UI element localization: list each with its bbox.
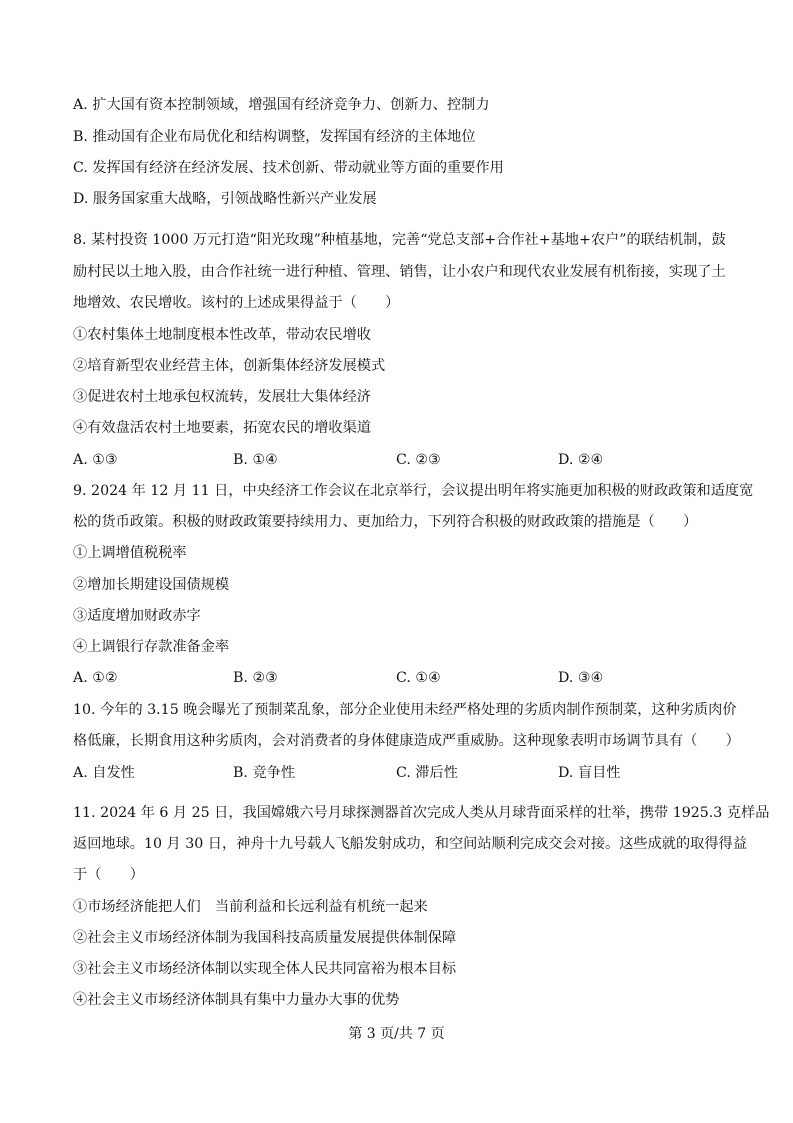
q8-option-c: C. ②③ <box>396 452 441 468</box>
q9-option-d: D. ③④ <box>558 670 604 686</box>
q10-stem-line: 格低廉，长期食用这种劣质肉，会对消费者的身体健康造成严重威胁。这种现象表明市场调节具有（ ） <box>73 733 740 749</box>
q8-item: ③促进农村土地承包权流转，发展壮大集体经济 <box>73 389 371 405</box>
q8-stem-line: 8. 某村投资 1000 万元打造“阳光玫瑰”种植基地，完善“党总支部+合作社+基地+农户”的联结机制，鼓 <box>73 232 726 248</box>
q7-option-a: A. 扩大国有资本控制领域，增强国有经济竞争力、创新力、控制力 <box>73 97 490 113</box>
page-number: 第 3 页/共 7 页 <box>348 1026 445 1042</box>
q11-stem-line: 11. 2024 年 6 月 25 日，我国嫦娥六号月球探测器首次完成人类从月球背面采样的壮举，携带 1925.3 克样品 <box>73 805 770 821</box>
q10-stem-line: 10. 今年的 3.15 晚会曝光了预制菜乱象，部分企业使用未经严格处理的劣质肉制作预制菜，这种劣质肉价 <box>73 702 737 718</box>
q7-option-d: D. 服务国家重大战略，引领战略性新兴产业发展 <box>73 191 377 207</box>
q10-option-a: A. 自发性 <box>73 765 135 781</box>
q11-stem-line: 返回地球。10 月 30 日，神舟十九号载人飞船发射成功，和空间站顺利完成交会对接。这些成就的取得得益 <box>73 836 747 852</box>
q9-option-a: A. ①② <box>73 670 118 686</box>
q8-option-b: B. ①④ <box>233 452 278 468</box>
q9-options <box>73 668 733 688</box>
q8-stem-line: 地增效、农民增收。该村的上述成果得益于（ ） <box>73 295 400 311</box>
q11-stem-line: 于（ ） <box>73 867 144 883</box>
q11-item: ③社会主义市场经济体制以实现全体人民共同富裕为根本目标 <box>73 961 457 977</box>
q9-item: ④上调银行存款准备金率 <box>73 639 230 655</box>
q8-options <box>73 450 733 470</box>
q11-item: ①市场经济能把人们 当前利益和长远利益有机统一起来 <box>73 899 428 915</box>
q10-option-d: D. 盲目性 <box>558 765 621 781</box>
q8-option-a: A. ①③ <box>73 452 118 468</box>
q11-item: ④社会主义市场经济体制具有集中力量办大事的优势 <box>73 992 400 1008</box>
q10-options <box>73 763 733 783</box>
q11-item: ②社会主义市场经济体制为我国科技高质量发展提供体制保障 <box>73 930 457 946</box>
q8-stem-line: 励村民以土地入股，由合作社统一进行种植、管理、销售，让小农户和现代农业发展有机衔接，实现了土 <box>73 264 726 280</box>
q9-item: ②增加长期建设国债规模 <box>73 577 230 593</box>
q9-stem-line: 9. 2024 年 12 月 11 日，中央经济工作会议在北京举行，会议提出明年将实施更加积极的财政政策和适度宽 <box>73 483 754 499</box>
q8-item: ④有效盘活农村土地要素，拓宽农民的增收渠道 <box>73 420 371 436</box>
q8-option-d: D. ②④ <box>558 452 604 468</box>
q9-item: ①上调增值税税率 <box>73 545 187 561</box>
q7-option-c: C. 发挥国有经济在经济发展、技术创新、带动就业等方面的重要作用 <box>73 160 504 176</box>
q10-option-b: B. 竞争性 <box>233 765 296 781</box>
q8-item: ②培育新型农业经营主体，创新集体经济发展模式 <box>73 358 386 374</box>
q9-option-b: B. ②③ <box>233 670 278 686</box>
q9-item: ③适度增加财政赤字 <box>73 608 201 624</box>
q10-option-c: C. 滞后性 <box>396 765 458 781</box>
q9-stem-line: 松的货币政策。积极的财政政策要持续用力、更加给力，下列符合积极的财政政策的措施是（ ） <box>73 514 698 530</box>
q9-option-c: C. ①④ <box>396 670 441 686</box>
q7-option-b: B. 推动国有企业布局优化和结构调整，发挥国有经济的主体地位 <box>73 129 476 145</box>
q8-item: ①农村集体土地制度根本性改革，带动农民增收 <box>73 327 371 343</box>
